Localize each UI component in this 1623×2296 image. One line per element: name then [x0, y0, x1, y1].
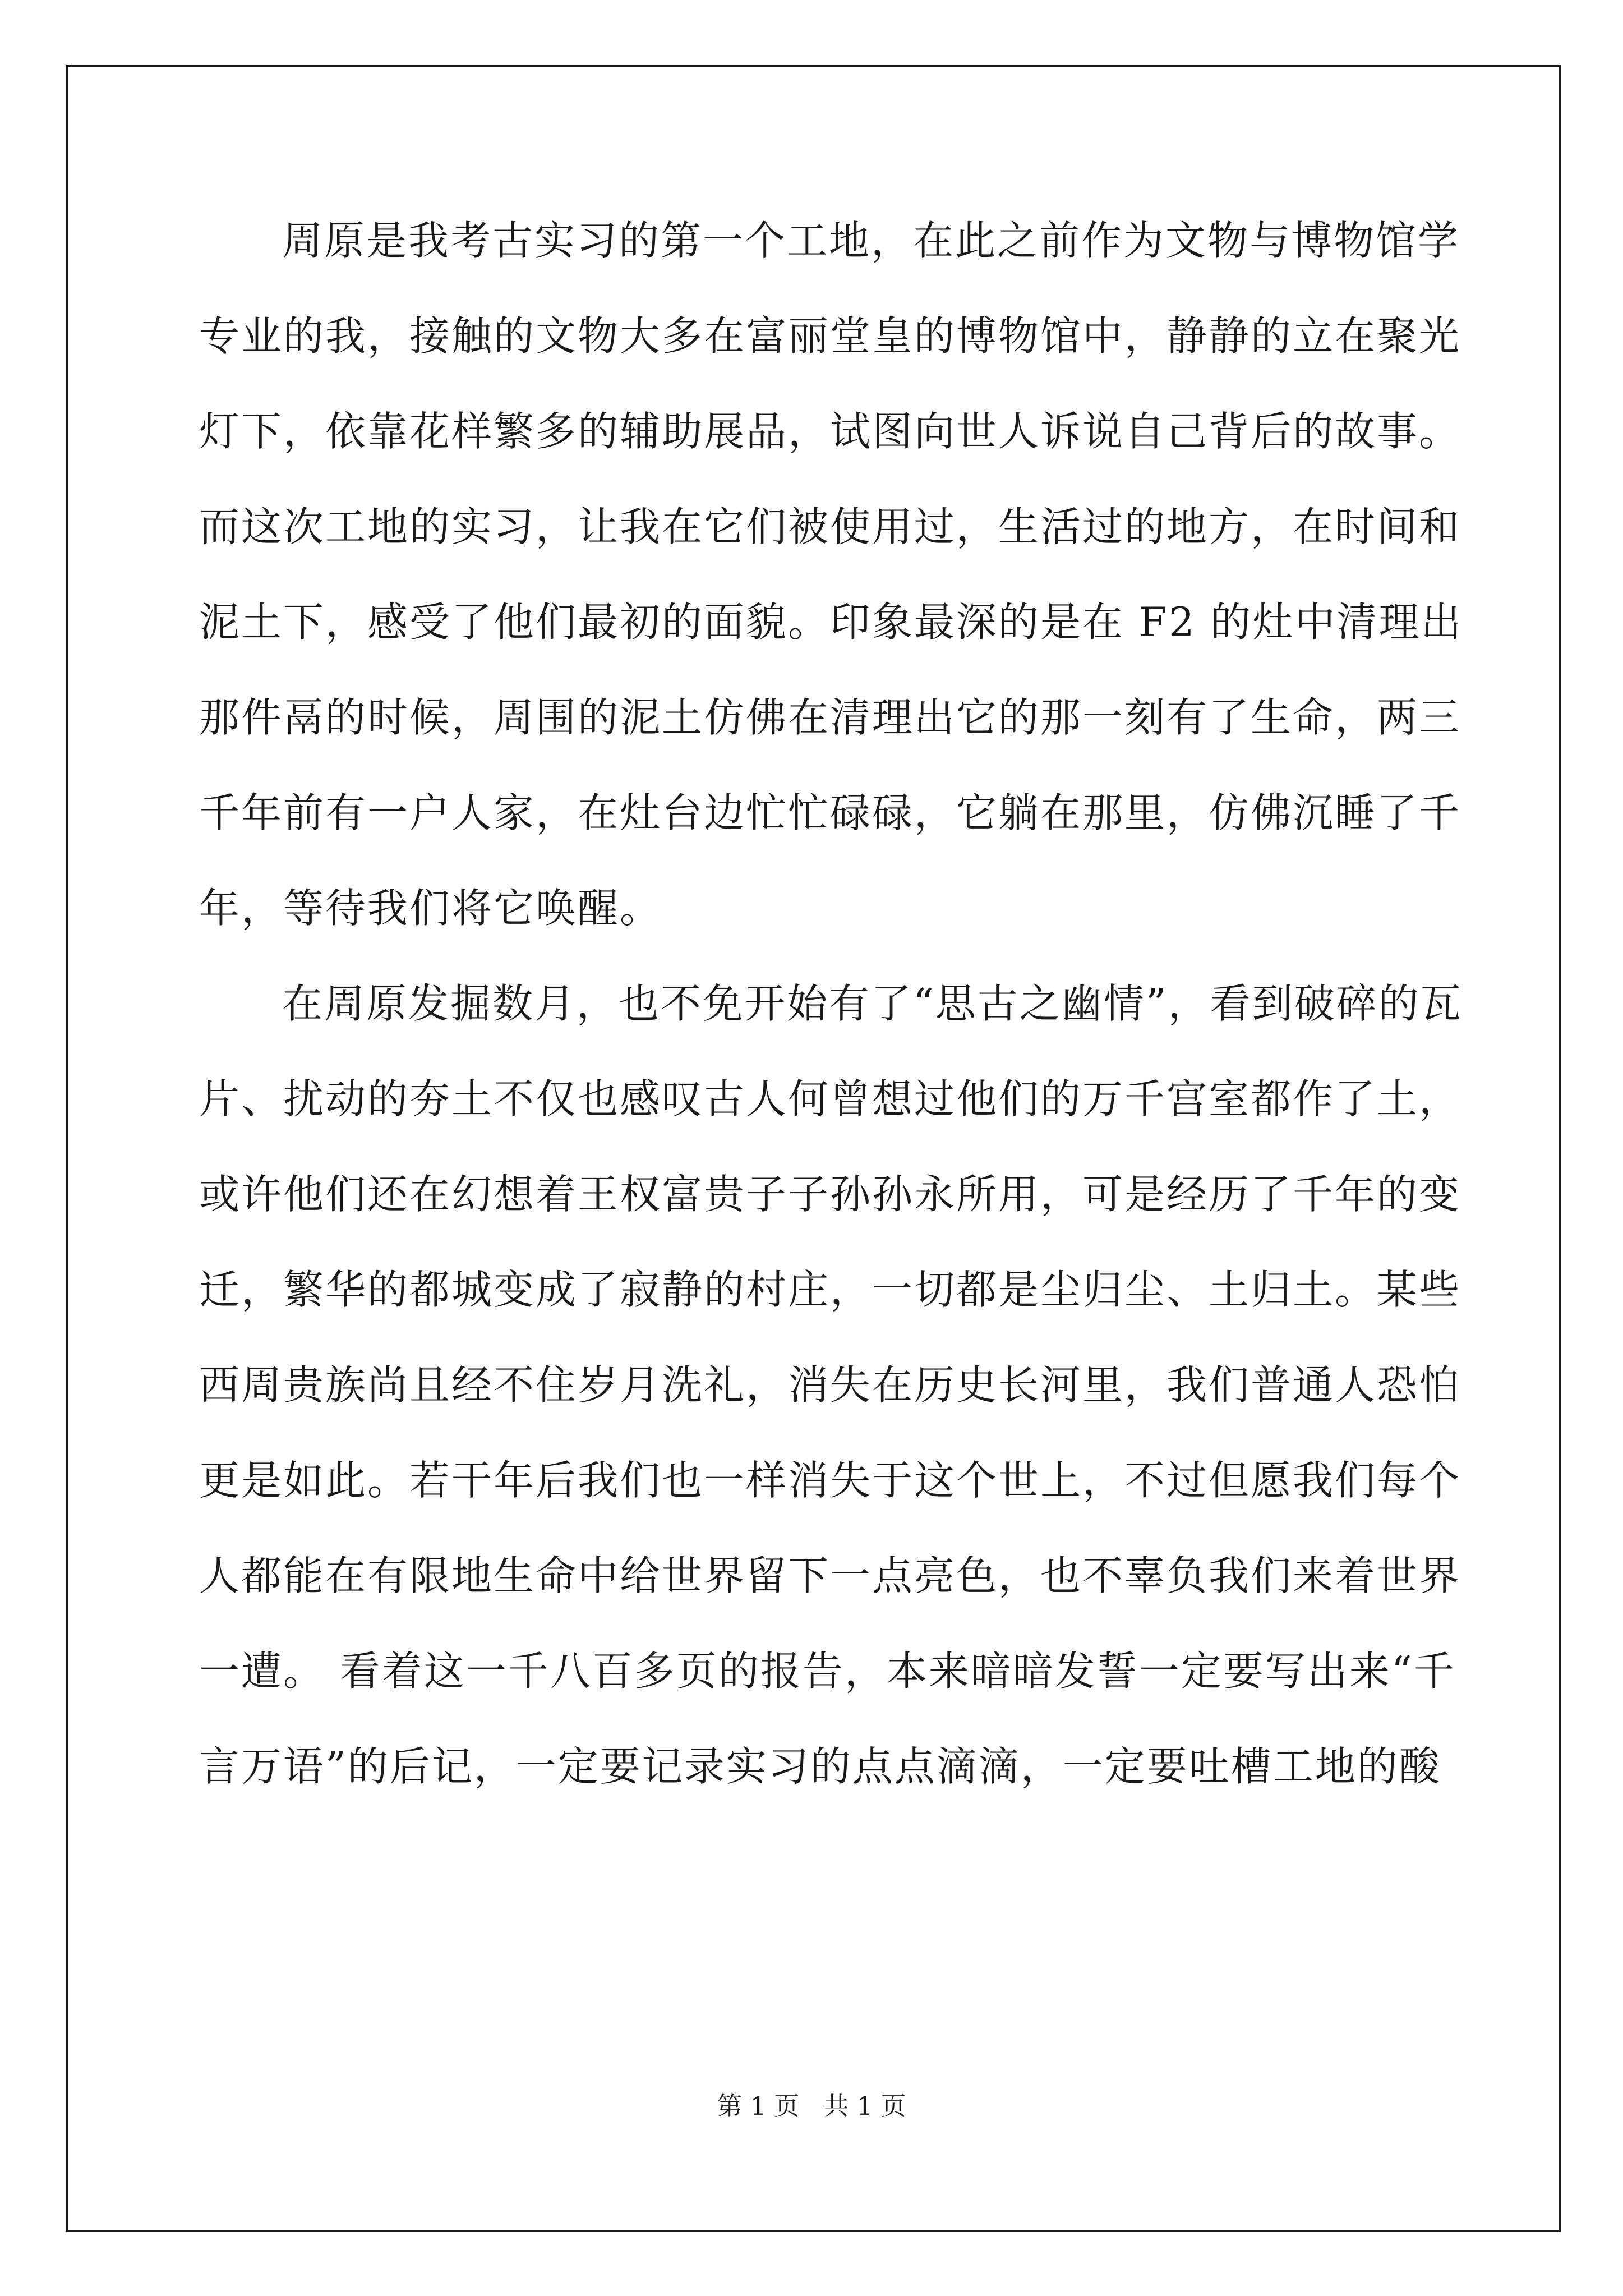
text-line: 周原是我考古实习的第一个工地，在此之前作为文物与博物馆学	[282, 217, 1460, 264]
text-line: 年，等待我们将它唤醒。	[199, 885, 662, 932]
document-body	[199, 215, 1463, 1837]
text-line: 迁，繁华的都城变成了寂静的村庄，一切都是尘归尘、土归土。某些	[199, 1266, 1461, 1313]
text-line: 专业的我，接触的文物大多在富丽堂皇的博物馆中，静静的立在聚光	[199, 312, 1461, 360]
text-line: 千年前有一户人家，在灶台边忙忙碌碌，它躺在那里，仿佛沉睡了千	[199, 789, 1461, 836]
text-line: 人都能在有限地生命中给世界留下一点亮色，也不辜负我们来着世界	[199, 1552, 1461, 1599]
text-line: 泥土下，感受了他们最初的面貌。印象最深的是在 F2 的灶中清理出	[199, 599, 1463, 646]
text-line: 在周原发掘数月，也不免开始有了“思古之幽情”，看到破碎的瓦	[282, 980, 1463, 1027]
text-line: 灯下，依靠花样繁多的辅助展品，试图向世人诉说自己背后的故事。	[199, 408, 1461, 455]
text-line: 那件鬲的时候，周围的泥土仿佛在清理出它的那一刻有了生命，两三	[199, 694, 1461, 741]
page-footer	[0, 2090, 1623, 2123]
text-line: 或许他们还在幻想着王权富贵子子孙孙永所用，可是经历了千年的变	[199, 1171, 1461, 1218]
text-line: 更是如此。若干年后我们也一样消失于这个世上，不过但愿我们每个	[199, 1457, 1461, 1504]
text-line: 一遭。 看着这一千八百多页的报告，本来暗暗发誓一定要写出来“千	[199, 1648, 1456, 1695]
page-number: 第 1 页	[717, 2091, 800, 2121]
page-total: 共 1 页	[823, 2091, 906, 2121]
text-line: 言万语”的后记，一定要记录实习的点点滴滴，一定要吐槽工地的酸	[199, 1743, 1441, 1790]
text-line: 而这次工地的实习，让我在它们被使用过，生活过的地方，在时间和	[199, 503, 1461, 550]
text-line: 片、扰动的夯土不仅也感叹古人何曾想过他们的万千宫室都作了土，	[199, 1075, 1461, 1122]
text-line: 西周贵族尚且经不住岁月洗礼，消失在历史长河里，我们普通人恐怕	[199, 1361, 1461, 1409]
